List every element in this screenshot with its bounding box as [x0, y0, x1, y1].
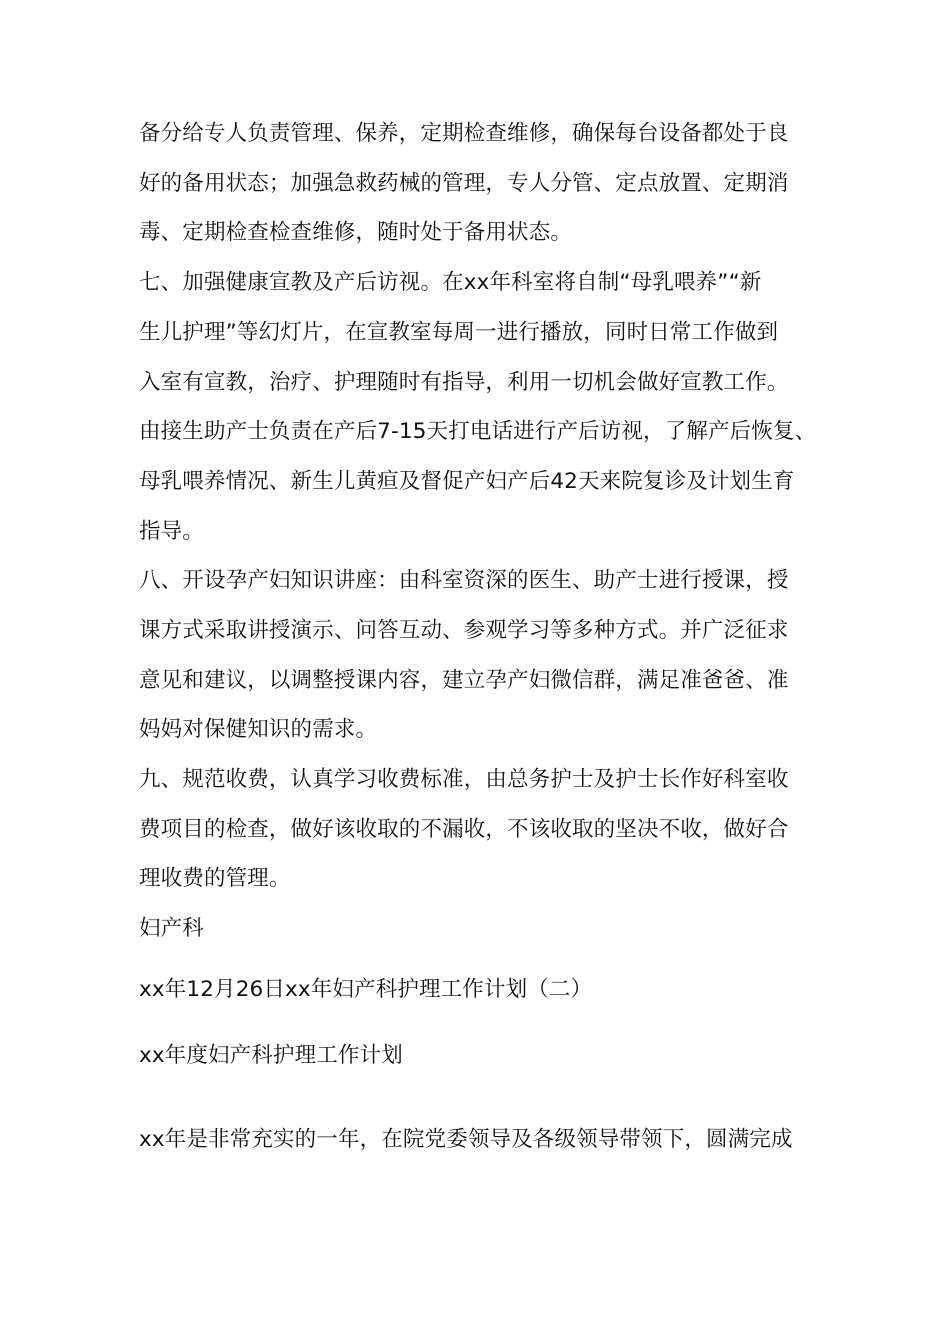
text-line-8: 母乳喂养情况、新生儿黄疸及督促产妇产后42天来院复诊及计划生育 [139, 469, 795, 494]
text-line-4: 七、加强健康宣教及产后访视。在xx年科室将自制“母乳喂养”“新 [139, 270, 762, 295]
text-line-1: 备分给专人负责管理、保养，定期检查维修，确保每台设备都处于良 [139, 121, 789, 146]
text-line-16: 理收费的管理。 [139, 866, 291, 891]
department-name: 妇产科 [139, 916, 204, 941]
text-line-3: 毒、定期检查检查维修，随时处于备用状态。 [139, 220, 573, 245]
date-and-plan-title: xx年12月26日xx年妇产科护理工作计划（二） [139, 977, 593, 1002]
text-line-11: 课方式采取讲授演示、问答互动、参观学习等多种方式。并广泛征求 [139, 618, 789, 643]
text-line-9: 指导。 [139, 519, 204, 544]
text-line-10: 八、开设孕产妇知识讲座：由科室资深的医生、助产士进行授课，授 [139, 568, 789, 593]
text-line-13: 妈妈对保健知识的需求。 [139, 717, 378, 742]
text-line-12: 意见和建议，以调整授课内容，建立孕产妇微信群，满足准爸爸、准 [139, 668, 789, 693]
text-line-2: 好的备用状态；加强急救药械的管理，专人分管、定点放置、定期消 [139, 171, 789, 196]
text-line-7: 由接生助产士负责在产后7-15天打电话进行产后访视，了解产后恢复、 [139, 419, 817, 444]
text-line-15: 费项目的检查，做好该收取的不漏收，不该收取的坚决不收，做好合 [139, 817, 789, 842]
text-line-6: 入室有宣教，治疗、护理随时有指导，利用一切机会做好宣教工作。 [139, 370, 789, 395]
text-line-20: xx年是非常充实的一年，在院党委领导及各级领导带领下，圆满完成 [139, 1127, 793, 1152]
plan-heading: xx年度妇产科护理工作计划 [139, 1043, 403, 1068]
text-line-14: 九、规范收费，认真学习收费标准，由总务护士及护士长作好科室收 [139, 767, 789, 792]
text-line-5: 生儿护理”等幻灯片，在宣教室每周一进行播放，同时日常工作做到 [139, 320, 779, 345]
